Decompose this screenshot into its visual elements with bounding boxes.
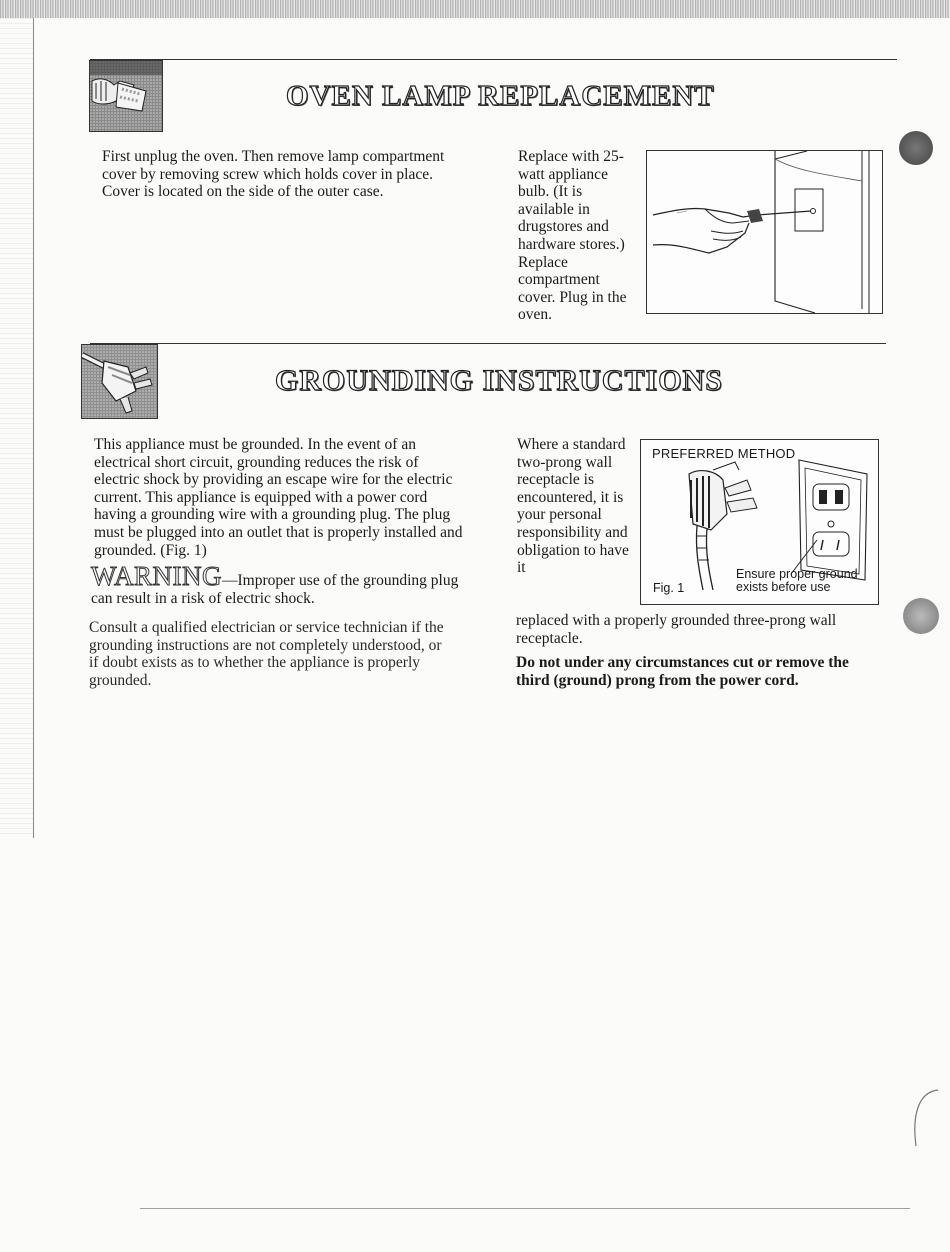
section-rule <box>90 343 886 344</box>
grounding-title: GROUNDING INSTRUCTIONS <box>275 364 723 397</box>
page-tab-marker <box>903 598 939 634</box>
page-left-edge <box>33 18 34 838</box>
page-corner-mark <box>908 1086 942 1162</box>
figure-heading: PREFERRED METHOD <box>652 446 796 461</box>
figure-caption <box>736 568 858 594</box>
page-tab-marker <box>899 131 933 165</box>
consult-text: Consult a qualified electrician or service technician if the grounding instructions are not completely understood, or if doubt exists as to whether the appliance is properly grounded. <box>89 619 444 689</box>
oven-lamp-replace-text: Replace with 25-watt appliance bulb. (It is available in drugstores and hardware stores.) Replace compartment cover. Plug in the oven. <box>518 148 627 324</box>
figure-caption-line2: exists before use <box>736 580 831 594</box>
warning-text: —Improper use of the grounding plug can result in a risk of electric shock. <box>91 572 459 607</box>
figure-caption-line1: Ensure proper ground <box>736 567 858 581</box>
warning-block <box>91 561 463 607</box>
section-rule <box>90 59 897 60</box>
oven-hand-icon <box>89 60 163 132</box>
grounding-figure <box>640 439 879 605</box>
oven-lamp-title: OVEN LAMP REPLACEMENT <box>286 80 715 112</box>
plug-icon <box>81 344 158 419</box>
where-continued: replaced with a properly grounded three-prong wall receptacle. <box>516 612 837 647</box>
bold-notice: Do not under any circumstances cut or remove the third (ground) prong from the power cord. <box>516 654 849 689</box>
oven-lamp-intro: First unplug the oven. Then remove lamp compartment cover by removing screw which holds cover in place. Cover is located on the side of the outer case. <box>102 148 445 201</box>
warning-word: WARNING <box>91 561 222 591</box>
figure-label: Fig. 1 <box>653 581 685 595</box>
grounding-para: This appliance must be grounded. In the event of an electrical short circuit, grounding reduces the risk of electric shock by providing an escape wire for the electric current. This appliance is equipped with a power cord having a grounding wire with a grounding plug. The plug must be plugged into an outlet that is properly installed and grounded. (Fig. 1) <box>94 436 463 559</box>
oven-lamp-figure <box>646 150 883 314</box>
where-text: Where a standard two-prong wall receptacle is encountered, it is your personal responsibility and obligation to have it <box>517 436 629 577</box>
scan-left-margin <box>0 18 34 838</box>
scan-top-band <box>0 0 950 18</box>
page-bottom-rule <box>140 1208 910 1209</box>
